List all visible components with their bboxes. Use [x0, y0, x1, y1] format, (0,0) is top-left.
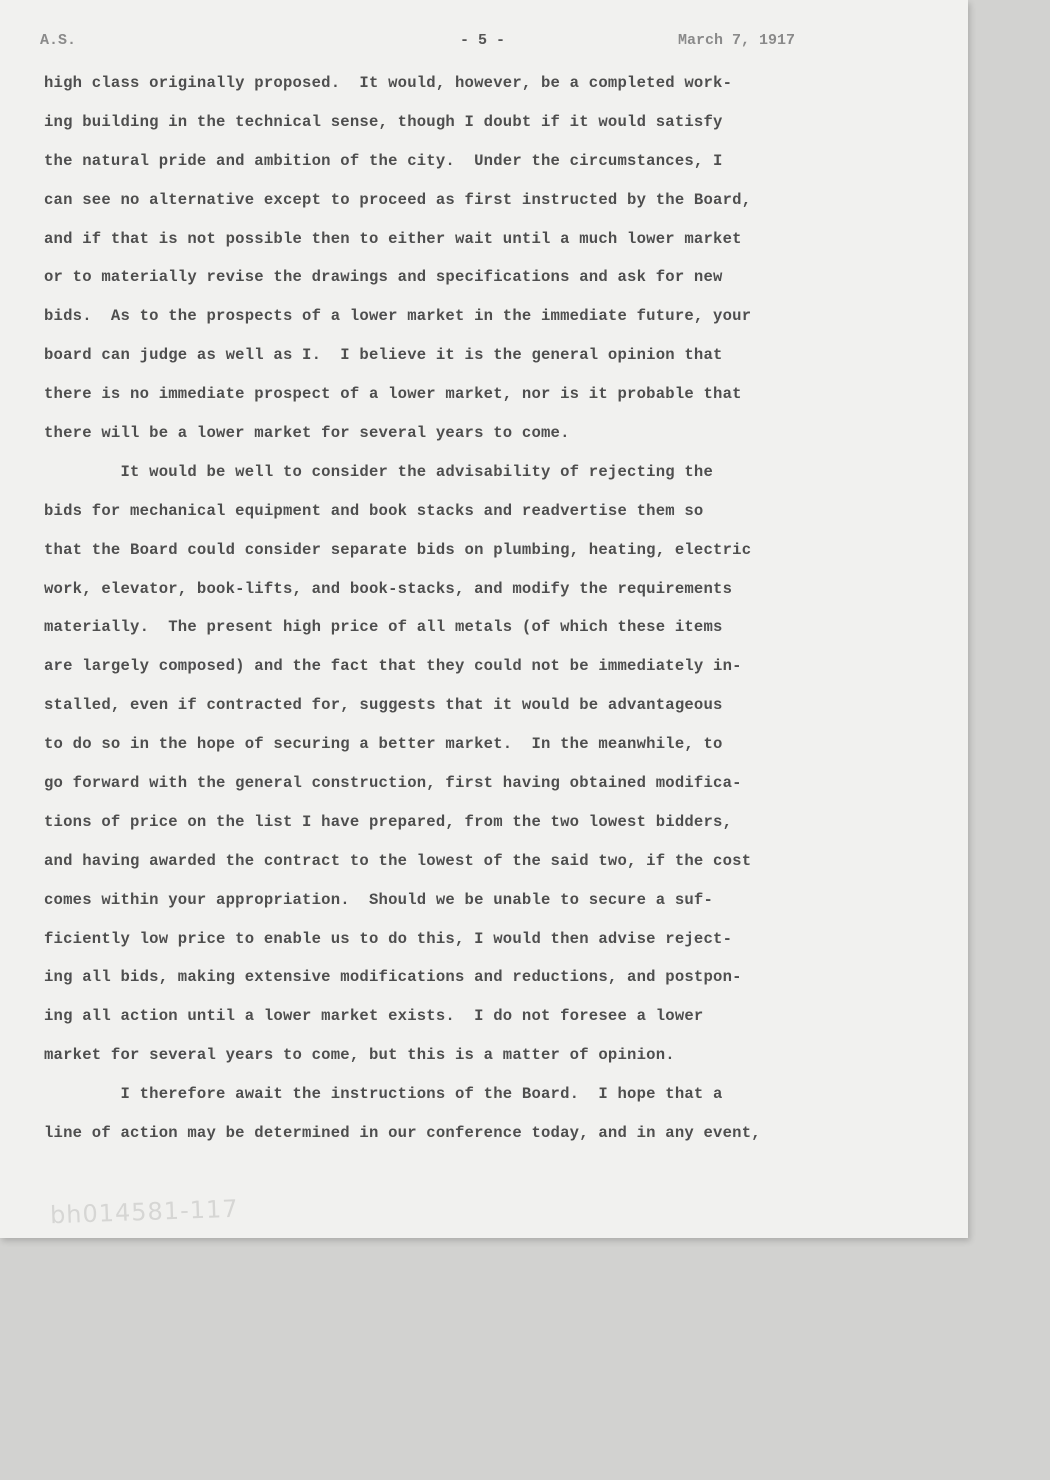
text-line: It would be well to consider the advisability of rejecting the — [44, 462, 714, 481]
text-line: stalled, even if contracted for, suggests that it would be advantageous — [44, 696, 723, 715]
text-line: comes within your appropriation. Should we be unable to secure a suf- — [44, 890, 714, 909]
page-header — [40, 32, 868, 58]
text-line: or to materially revise the drawings and specifications and ask for new — [44, 268, 723, 287]
archive-stamp: bh014581-117 — [49, 1194, 239, 1230]
text-line: bids for mechanical equipment and book stacks and readvertise them so — [44, 501, 704, 520]
text-line: bids. As to the prospects of a lower market in the immediate future, your — [44, 307, 752, 326]
page-number: - 5 - — [460, 32, 506, 49]
text-line: are largely composed) and the fact that they could not be immediately in- — [44, 657, 742, 676]
text-line: board can judge as well as I. I believe it is the general opinion that — [44, 346, 723, 365]
text-line: line of action may be determined in our conference today, and in any event, — [44, 1124, 761, 1143]
text-line: ficiently low price to enable us to do this, I would then advise reject- — [44, 929, 733, 948]
header-initials: A.S. — [40, 32, 77, 49]
text-line: there is no immediate prospect of a lower market, nor is it probable that — [44, 385, 742, 404]
text-line: materially. The present high price of all metals (of which these items — [44, 618, 723, 637]
text-line: and having awarded the contract to the lowest of the said two, if the cost — [44, 851, 752, 870]
text-line: ing all bids, making extensive modifications and reductions, and postpon- — [44, 968, 742, 987]
text-line: can see no alternative except to proceed as first instructed by the Board, — [44, 190, 752, 209]
text-line: to do so in the hope of securing a better market. In the meanwhile, to — [44, 735, 723, 754]
text-line: that the Board could consider separate bids on plumbing, heating, electric — [44, 540, 752, 559]
text-line: there will be a lower market for several years to come. — [44, 424, 570, 443]
text-line: I therefore await the instructions of the Board. I hope that a — [44, 1085, 723, 1104]
text-line: high class originally proposed. It would, however, be a completed work- — [44, 74, 733, 92]
text-line: the natural pride and ambition of the city. Under the circumstances, I — [44, 151, 723, 170]
text-line: market for several years to come, but this is a matter of opinion. — [44, 1046, 675, 1065]
text-line: work, elevator, book-lifts, and book-stacks, and modify the requirements — [44, 579, 733, 598]
letter-body — [44, 72, 924, 1161]
text-line: tions of price on the list I have prepared, from the two lowest bidders, — [44, 812, 733, 831]
text-line: and if that is not possible then to either wait until a much lower market — [44, 229, 742, 248]
text-line: go forward with the general construction, first having obtained modifica- — [44, 774, 742, 793]
text-line: ing all action until a lower market exists. I do not foresee a lower — [44, 1007, 704, 1026]
text-line: ing building in the technical sense, though I doubt if it would satisfy — [44, 112, 723, 131]
header-date: March 7, 1917 — [678, 32, 796, 49]
